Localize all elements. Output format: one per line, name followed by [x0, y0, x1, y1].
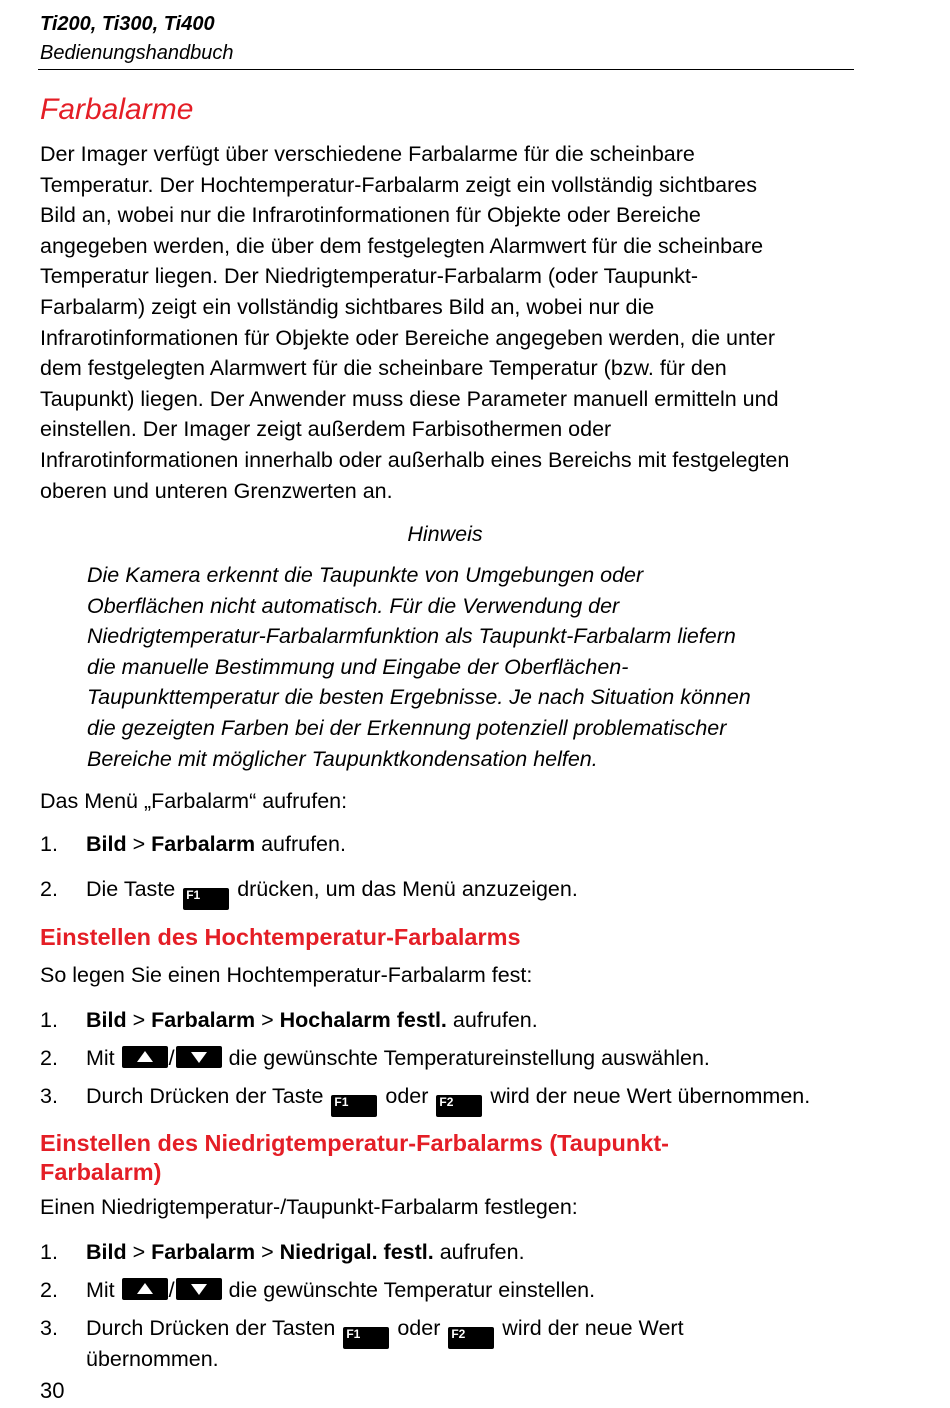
note-line: Niedrigtemperatur-Farbalarmfunktion als Taupunkt-Farbalarm liefern [87, 624, 736, 649]
menu-path-bild: Bild [86, 1240, 127, 1264]
note-text [87, 560, 827, 774]
low-step-3-continued: übernommen. [86, 1347, 219, 1371]
step-text: aufrufen. [446, 1008, 538, 1032]
step-text: wird der neue Wert [496, 1316, 684, 1340]
paragraph-line: Farbalarm) zeigt ein vollständig sichtbares Bild an, wobei nur die [40, 294, 655, 319]
step-text: Mit [86, 1046, 121, 1070]
step-text: Durch Drücken der Taste [86, 1084, 330, 1108]
paragraph-line: Temperatur. Der Hochtemperatur-Farbalarm zeigt ein vollständig sichtbares [40, 172, 757, 197]
note-line: Oberflächen nicht automatisch. Für die Verwendung der [87, 593, 620, 618]
heading-line: Farbalarm) [40, 1159, 162, 1185]
f1-key-icon: F1 [343, 1327, 389, 1349]
menu-path-farbalarm: Farbalarm [151, 832, 256, 856]
step-number: 2. [40, 877, 58, 901]
step-text: oder [391, 1316, 447, 1340]
menu-intro: Das Menü „Farbalarm“ aufrufen: [40, 789, 348, 813]
low-step-2 [86, 1278, 595, 1303]
high-alarm-intro: So legen Sie einen Hochtemperatur-Farbalarm fest: [40, 963, 533, 987]
step-number: 3. [40, 1316, 58, 1340]
header-manual: Bedienungshandbuch [40, 42, 234, 64]
note-title: Hinweis [407, 522, 483, 546]
path-separator: > [126, 1240, 152, 1264]
step-text: oder [379, 1084, 435, 1108]
step-text: Mit [86, 1278, 121, 1302]
slash: / [168, 1046, 175, 1070]
step-number: 1. [40, 1240, 58, 1264]
low-step-1 [86, 1240, 525, 1265]
f1-key-icon: F1 [183, 888, 229, 910]
paragraph-line: Infrarotinformationen für Objekte oder Bereiche angegeben werden, die unter [40, 325, 776, 350]
step-text: Die Taste [86, 877, 182, 901]
step-text: wird der neue Wert übernommen. [484, 1084, 811, 1108]
high-step-3 [86, 1084, 810, 1117]
note-line: die gezeigten Farben bei der Erkennung potenziell problematischer [87, 715, 727, 740]
header-models: Ti200, Ti300, Ti400 [40, 13, 215, 35]
step-number: 2. [40, 1278, 58, 1302]
step-text: drücken, um das Menü anzuzeigen. [231, 877, 578, 901]
step-text: die gewünschte Temperatur einstellen. [222, 1278, 596, 1302]
down-arrow-key-icon [176, 1046, 222, 1068]
high-step-1 [86, 1008, 538, 1033]
paragraph-line: Taupunkt) liegen. Der Anwender muss diese Parameter manuell ermitteln und [40, 386, 779, 411]
low-alarm-heading [40, 1129, 669, 1187]
up-arrow-key-icon [122, 1046, 168, 1068]
f1-key-icon: F1 [331, 1095, 377, 1117]
slash: / [168, 1278, 175, 1302]
step-number: 3. [40, 1084, 58, 1108]
heading-line: Einstellen des Niedrigtemperatur-Farbalarms (Taupunkt- [40, 1130, 669, 1156]
f2-key-icon: F2 [436, 1095, 482, 1117]
low-alarm-intro: Einen Niedrigtemperatur-/Taupunkt-Farbalarm festlegen: [40, 1195, 578, 1219]
path-separator: > [126, 1008, 152, 1032]
menu-path-niedrigal: Niedrigal. festl. [279, 1240, 434, 1264]
down-arrow-key-icon [176, 1278, 222, 1300]
menu-path-hochalarm: Hochalarm festl. [279, 1008, 447, 1032]
paragraph-line: angegeben werden, die über dem festgelegten Alarmwert für die scheinbare [40, 233, 764, 258]
paragraph-line: Der Imager verfügt über verschiedene Farbalarme für die scheinbare [40, 142, 695, 166]
paragraph-line: Temperatur liegen. Der Niedrigtemperatur-Farbalarm (oder Taupunkt- [40, 264, 699, 289]
high-alarm-heading: Einstellen des Hochtemperatur-Farbalarms [40, 924, 521, 950]
menu-step-2 [86, 877, 578, 910]
path-separator: > [255, 1240, 280, 1264]
high-step-2 [86, 1046, 710, 1071]
menu-path-bild: Bild [86, 1008, 127, 1032]
note-line: Taupunkttemperatur die besten Ergebnisse. Je nach Situation können [87, 685, 751, 710]
menu-step-1 [86, 832, 346, 857]
step-text: aufrufen. [433, 1240, 525, 1264]
note-line: die manuelle Bestimmung und Eingabe der Oberflächen- [87, 654, 629, 679]
step-text: aufrufen. [255, 832, 346, 856]
intro-paragraph [40, 139, 855, 506]
low-step-3 [86, 1316, 684, 1349]
paragraph-line: Infrarotinformationen innerhalb oder außerhalb eines Bereichs mit festgelegten [40, 447, 790, 472]
note-line: Die Kamera erkennt die Taupunkte von Umgebungen oder [87, 563, 644, 587]
f2-key-icon: F2 [448, 1327, 494, 1349]
page-number: 30 [40, 1378, 65, 1403]
step-text: Durch Drücken der Tasten [86, 1316, 342, 1340]
path-separator: > [126, 832, 152, 856]
paragraph-line: dem festgelegten Alarmwert für die scheinbare Temperatur (bzw. für den [40, 356, 727, 381]
path-separator: > [255, 1008, 280, 1032]
paragraph-line: einstellen. Der Imager zeigt außerdem Farbisothermen oder [40, 417, 612, 442]
step-text: die gewünschte Temperatureinstellung auswählen. [222, 1046, 710, 1070]
menu-path-farbalarm: Farbalarm [151, 1008, 256, 1032]
note-line: Bereiche mit möglicher Taupunktkondensation helfen. [87, 746, 598, 771]
paragraph-line: oberen und unteren Grenzwerten an. [40, 478, 393, 503]
step-number: 1. [40, 1008, 58, 1032]
up-arrow-key-icon [122, 1278, 168, 1300]
header-rule [38, 69, 854, 70]
menu-path-bild: Bild [86, 832, 127, 856]
paragraph-line: Bild an, wobei nur die Infrarotinformationen für Objekte oder Bereiche [40, 203, 701, 228]
section-title: Farbalarme [40, 93, 194, 126]
step-number: 1. [40, 832, 58, 856]
step-number: 2. [40, 1046, 58, 1070]
menu-path-farbalarm: Farbalarm [151, 1240, 256, 1264]
